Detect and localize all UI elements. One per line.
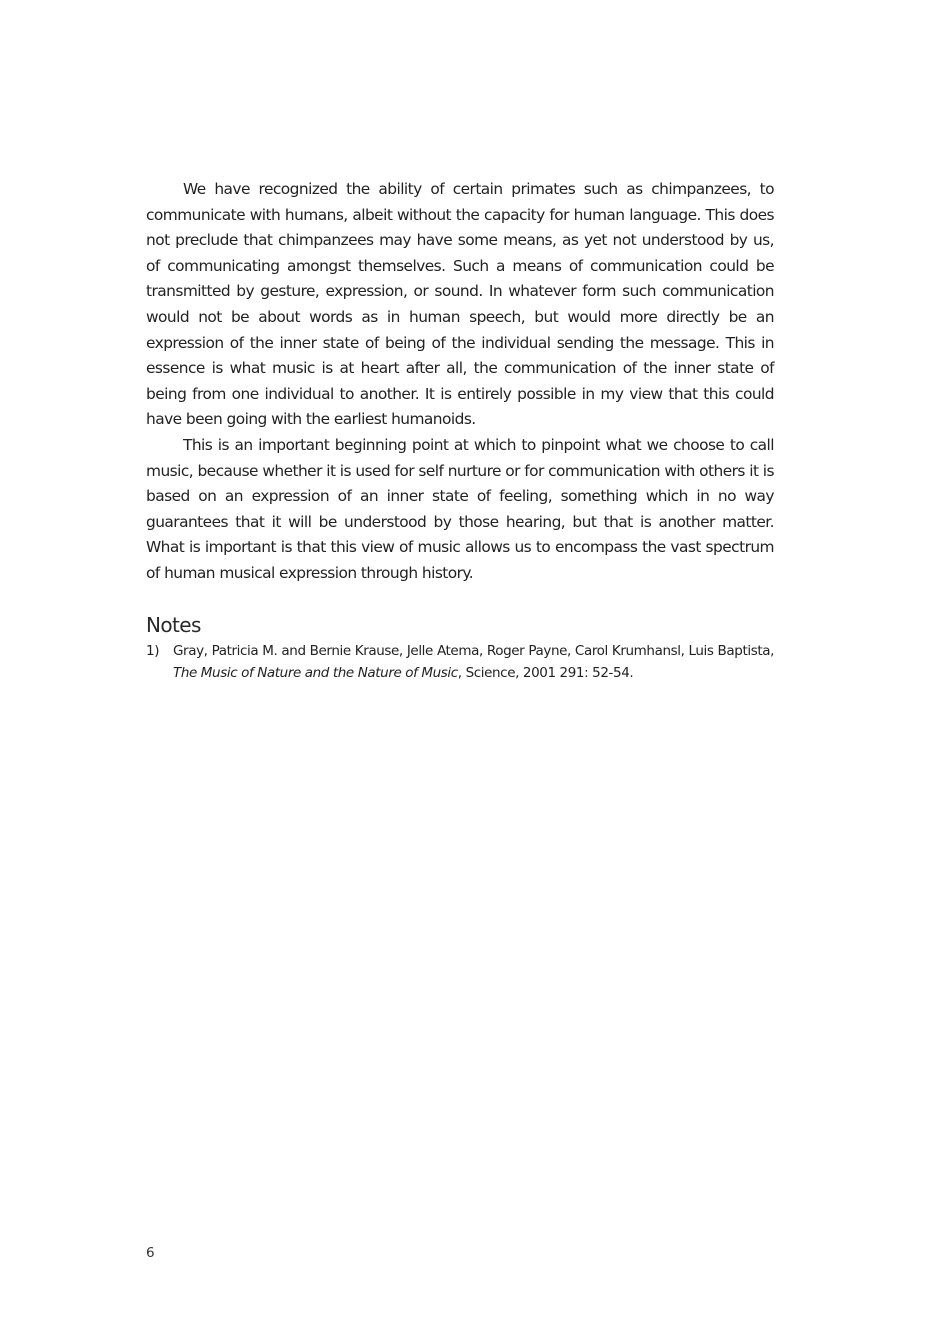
body-text [146, 177, 774, 587]
note-source: , Science, 2001 291: 52-54. [457, 665, 634, 681]
note-text [173, 640, 774, 684]
note-item [146, 640, 774, 684]
note-authors: Gray, Patricia M. and Bernie Krause, Jelle Atema, Roger Payne, Carol Krumhansl, Luis Baptista, [173, 643, 774, 659]
paragraph-2: This is an important beginning point at which to pinpoint what we choose to call music, because whether it is used for self nurture or for communication with others it is based on an expression of an inner state of feeling, something which in no way guarantees that it will be understood by those hearing, but that is another matter. What is important is that this view of music allows us to encompass the vast spectrum of human musical expression through history. [146, 435, 774, 582]
page-number: 6 [146, 1245, 155, 1261]
notes-list [146, 640, 774, 684]
notes-heading: Notes [146, 613, 201, 637]
note-title: The Music of Nature and the Nature of Music [173, 665, 458, 681]
paragraph-1: We have recognized the ability of certain primates such as chimpanzees, to communicate with humans, albeit without the capacity for human language. This does not preclude that chimpanzees may have some means, as yet not understood by us, of communicating amongst themselves. Such a means of communication could be transmitted by gesture, expression, or sound. In whatever form such communication would not be about words as in human speech, but would more directly be an expression of the inner state of being of the individual sending the message. This in essence is what music is at heart after all, the communication of the inner state of being from one individual to another. It is entirely possible in my view that this could have been going with the earliest humanoids. [146, 180, 774, 429]
note-number: 1) [146, 643, 160, 659]
